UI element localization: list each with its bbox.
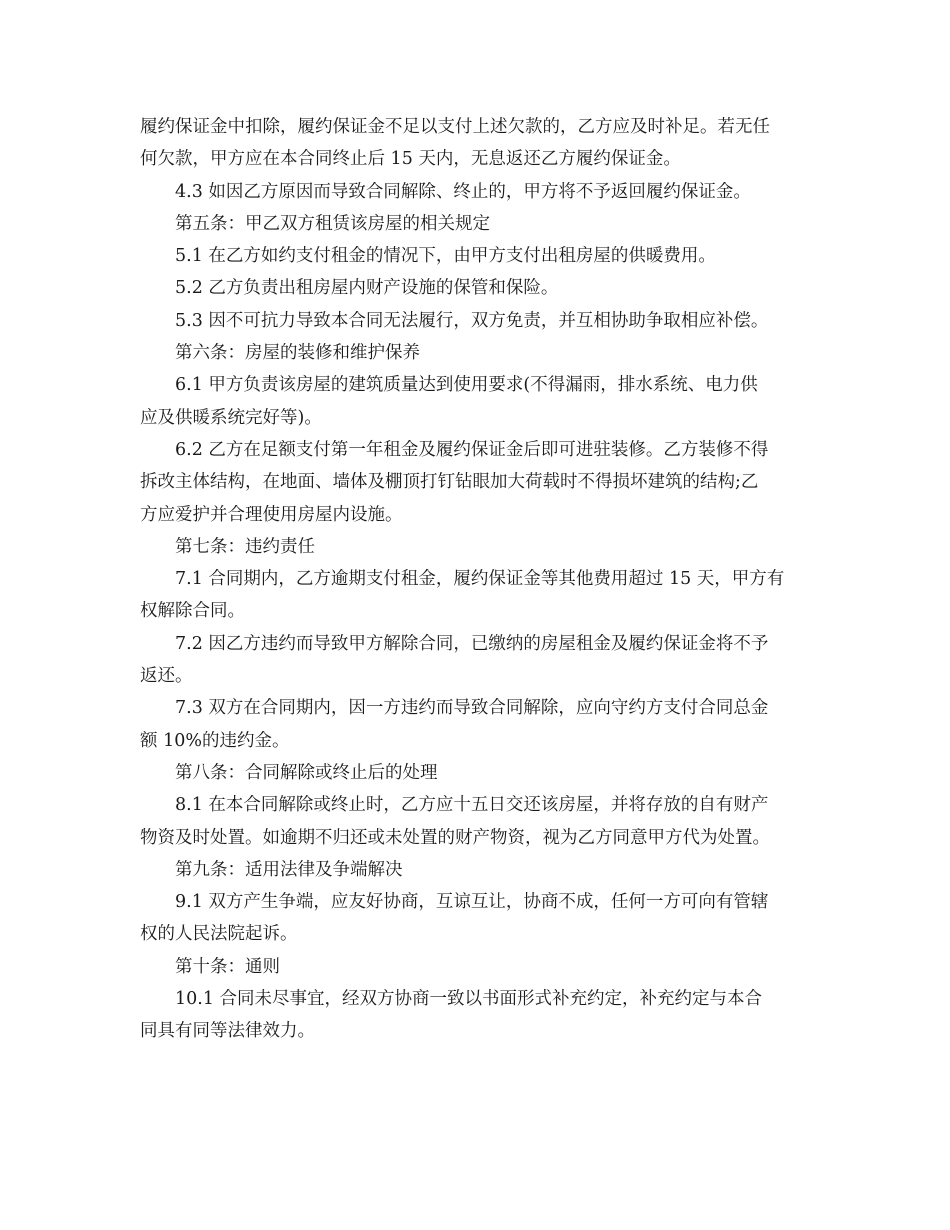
text-line: 5.2 乙方负责出租房屋内财产设施的保管和保险。 — [175, 278, 559, 299]
text-line: 9.1 双方产生争端，应友好协商，互谅互让，协商不成，任何一方可向有管辖 — [175, 892, 769, 913]
text-line: 第八条：合同解除或终止后的处理 — [175, 762, 438, 783]
text-line: 7.3 双方在合同期内，因一方违约而导致合同解除，应向守约方支付合同总金 — [175, 698, 769, 719]
text-line: 5.1 在乙方如约支付租金的情况下，由甲方支付出租房屋的供暖费用。 — [175, 246, 716, 267]
text-line: 履约保证金中扣除，履约保证金不足以支付上述欠款的，乙方应及时补足。若无任 — [140, 117, 770, 137]
text-line: 7.2 因乙方违约而导致甲方解除合同，已缴纳的房屋租金及履约保证金将不予 — [175, 633, 769, 654]
text-line: 第七条：违约责任 — [175, 536, 315, 557]
text-line: 拆改主体结构，在地面、墙体及棚顶打钉钻眼加大荷载时不得损坏建筑的结构;乙 — [140, 472, 759, 493]
text-line: 方应爱护并合理使用房屋内设施。 — [140, 504, 403, 525]
text-line: 10.1 合同未尽事宜，经双方协商一致以书面形式补充约定，补充约定与本合 — [175, 989, 763, 1010]
text-line: 6.2 乙方在足额支付第一年租金及履约保证金后即可进驻装修。乙方装修不得 — [175, 439, 769, 460]
text-line: 何欠款，甲方应在本合同终止后 15 天内，无息返还乙方履约保证金。 — [140, 149, 681, 170]
text-line: 7.1 合同期内，乙方逾期支付租金，履约保证金等其他费用超过 15 天，甲方有 — [175, 569, 785, 590]
text-line: 权解除合同。 — [140, 601, 245, 622]
text-line: 同具有同等法律效力。 — [140, 1021, 315, 1042]
text-line: 5.3 因不可抗力导致本合同无法履行，双方免责，并互相协助争取相应补偿。 — [175, 310, 769, 331]
text-line: 返还。 — [140, 666, 193, 687]
text-line: 第五条：甲乙双方租赁该房屋的相关规定 — [175, 213, 490, 234]
text-line: 6.1 甲方负责该房屋的建筑质量达到使用要求(不得漏雨，排水系统、电力供 — [175, 375, 758, 396]
text-line: 第十条：通则 — [175, 956, 280, 977]
text-line: 额 10%的违约金。 — [140, 730, 290, 751]
text-line: 权的人民法院起诉。 — [140, 924, 298, 945]
text-line: 应及供暖系统完好等)。 — [140, 407, 322, 428]
text-line: 4.3 如因乙方原因而导致合同解除、终止的，甲方将不予返回履约保证金。 — [175, 181, 751, 202]
text-line: 8.1 在本合同解除或终止时，乙方应十五日交还该房屋，并将存放的自有财产 — [175, 795, 769, 816]
contract-text-body — [140, 111, 820, 1048]
text-line: 第六条：房屋的装修和维护保养 — [175, 343, 420, 364]
text-line: 物资及时处置。如逾期不归还或未处置的财产物资，视为乙方同意甲方代为处置。 — [140, 827, 770, 848]
text-line: 第九条：适用法律及争端解决 — [175, 859, 403, 880]
